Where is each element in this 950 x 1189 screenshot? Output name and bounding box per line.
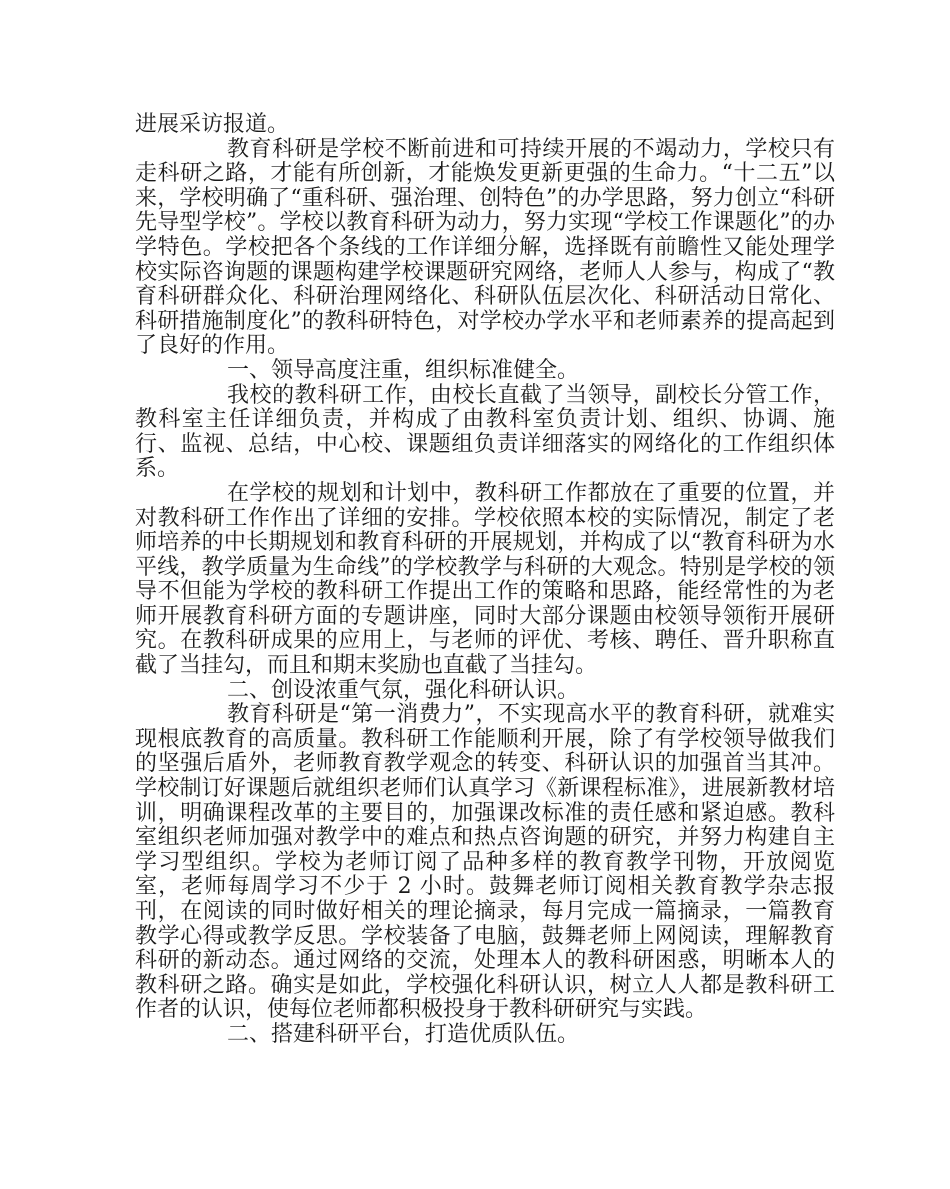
section-heading-1: 一、领导高度注重，组织标准健全。 [227, 357, 580, 383]
paragraph-leadership: 我校的教科研工作，由校长直截了当领导，副校长分管工作，教科室主任详细负责，并构成了由教科室负责计划、组织、协调、施行、监视、总结，中心校、课题组负责详细落实的网络化的工作组织体系。 [135, 382, 835, 482]
paragraph-intro: 教育科研是学校不断前进和可持续开展的不竭动力，学校只有走科研之路，才能有所创新，才能焕发更新更强的生命力。“十二五”以来，学校明确了“重科研、强治理、创特色”的办学思路，努力创立“科研先导型学校”。学校以教育科研为动力，努力实现“学校工作课题化”的办学特色。学校把各个条线的工作详细分解，选择既有前瞻性又能处理学校实际咨询题的课题构建学校课题研究网络，老师人人参与，构成了“教育科研群众化、科研治理网络化、科研队伍层次化、科研活动日常化、科研措施制度化”的教科研特色，对学校办学水平和老师素养的提高起到了良好的作用。 [135, 136, 835, 359]
section-heading-3: 二、搭建科研平台，打造优质队伍。 [227, 1021, 580, 1047]
paragraph-planning: 在学校的规划和计划中，教科研工作都放在了重要的位置，并对教科研工作作出了详细的安排。学校依照本校的实际情况，制定了老师培养的中长期规划和教育科研的开展规划，并构成了以“教育科研为水平线，教学质量为生命线”的学校教学与科研的大观念。特别是学校的领导不但能为学校的教科研工作提出工作的策略和思路，能经常性的为老师开展教育科研方面的专题讲座，同时大部分课题由校领导领衔开展研究。在教科研成果的应用上，与老师的评优、考核、聘任、晋升职称直截了当挂勾，而且和期末奖励也直截了当挂勾。 [135, 480, 835, 679]
section-heading-2: 二、创设浓重气氛，强化科研认识。 [227, 677, 580, 703]
paragraph-continuation: 进展采访报道。 [135, 112, 290, 137]
paragraph-awareness: 教育科研是“第一消费力”，不实现高水平的教育科研，就难实现根底教育的高质量。教科研工作能顺利开展，除了有学校领导做我们的坚强后盾外，老师教育教学观念的转变、科研认识的加强首当其冲。学校制订好课题后就组织老师们认真学习《新课程标准》，进展新教材培训，明确课程改革的主要目的，加强课改标准的责任感和紧迫感。教科室组织老师加强对教学中的难点和热点咨询题的研究，并努力构建自主学习型组织。学校为老师订阅了品种多样的教育教学刊物，开放阅览室，老师每周学习不少于 2 小时。鼓舞老师订阅相关教育教学杂志报刊，在阅读的同时做好相关的理论摘录，每月完成一篇摘录，一篇教育教学心得或教学反思。学校装备了电脑，鼓舞老师上网阅读，理解教育科研的新动态。通过网络的交流，处理本人的教科研困惑，明晰本人的教科研之路。确实是如此，学校强化科研认识，树立人人都是教科研工作者的认识，使每位老师都积极投身于教科研研究与实践。 [135, 702, 835, 1023]
document-body [135, 113, 835, 1048]
